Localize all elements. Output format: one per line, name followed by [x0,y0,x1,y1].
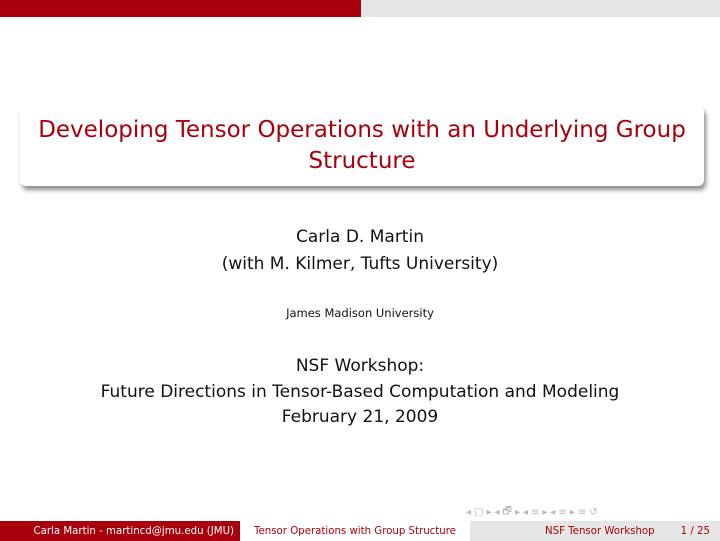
footer-event-and-page [470,521,720,541]
nav-prev-section-icon[interactable]: ◂ [522,506,528,518]
beamer-navigation-controls [466,505,710,519]
collaborators: (with M. Kilmer, Tufts University) [221,254,499,274]
nav-outline-icon[interactable]: ≡ [577,506,587,518]
footer-short-title: Tensor Operations with Group Structure [240,521,470,541]
header-bar-left [0,0,361,17]
nav-prev-frame-icon[interactable]: ◂ [466,506,472,518]
nav-prev-subsection-icon[interactable]: ◂ [494,506,500,518]
event-line-1: NSF Workshop: [295,356,425,376]
slide-title-line-1: Developing Tensor Operations with an Underlying Group [38,117,686,143]
nav-next-frame-icon[interactable]: ▸ [486,506,492,518]
nav-next-subsection-icon[interactable]: ▸ [514,506,520,518]
footer-short-event: NSF Tensor Workshop [545,525,655,537]
institution: James Madison University [286,306,434,320]
footer-page-number: 1 / 25 [680,525,710,537]
nav-doc-icon[interactable]: ≡ [558,506,567,518]
nav-subsection-icon[interactable]: 🗗 [502,505,512,517]
slide-footer [0,521,720,541]
event-line-2: Future Directions in Tensor-Based Computation and Modeling [100,382,620,402]
event-date: February 21, 2009 [281,407,439,427]
slide-title-box [20,106,704,186]
nav-next-section-icon[interactable]: ▸ [542,506,548,518]
nav-frame-icon[interactable]: □ [474,506,484,518]
nav-section-icon[interactable]: ≡ [531,506,540,518]
top-header-bar [0,0,720,17]
author-name: Carla D. Martin [296,227,424,247]
nav-prev-doc-icon[interactable]: ◂ [550,506,556,518]
footer-author-info: Carla Martin - martincd@jmu.edu (JMU) [0,521,240,541]
header-bar-right [361,0,720,17]
nav-search-back-icon[interactable]: ↺ [589,506,598,518]
nav-next-doc-icon[interactable]: ▸ [569,506,575,518]
slide-title-line-2: Structure [308,148,416,174]
